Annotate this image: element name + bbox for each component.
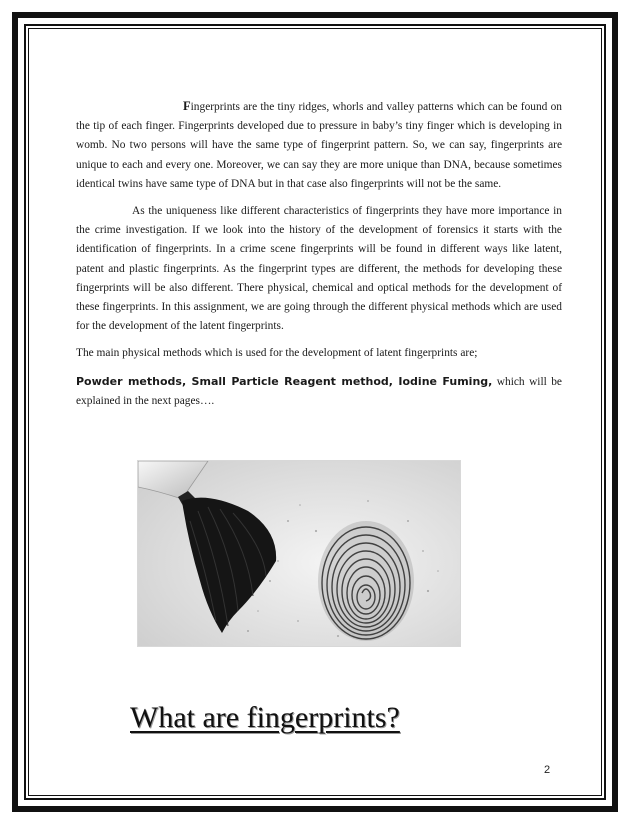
brush-fingerprint-illustration [138,461,460,646]
paragraph-methods-list [76,372,562,411]
section-heading: What are fingerprints? [130,701,400,734]
paragraph-intro-text: ingerprints are the tiny ridges, whorls and valley patterns which can be found on the tip of each finger. Fingerprints developed due to pressure in baby’s tiny finger which is developing in womb. No two persons will have the same type of fingerprint pattern. So, we can say, fingerprints are unique to each and every one. Moreover, we can say they are more unique than DNA, because sometimes identical twins have same type of DNA but in that case also fingerprints will not be the same. [76,101,562,190]
methods-list-rest: which will be explained in the next pages…. [76,375,562,407]
methods-list-bold: Powder methods, Small Particle Reagent method, Iodine Fuming, [76,374,493,388]
page-number: 2 [544,764,551,776]
paragraph-methods-intro: The main physical methods which is used for the development of latent fingerprints are; [76,347,478,360]
fingerprint-brush-photo [138,461,460,646]
body-text [76,97,562,419]
fingerprint-icon [318,521,414,641]
drop-cap: F [183,99,191,113]
paragraph-intro [76,97,562,194]
paragraph-uniqueness: As the uniqueness like different characteristics of fingerprints they have more importance in the crime investigation. If we look into the history of the development of forensics it starts with the identification of fingerprints. In a crime scene fingerprints will be found in different ways like latent, patent and plastic fingerprints. As the fingerprint types are different, the methods for developing these fingerprints will be also different. There physical, chemical and optical methods for the development of these fingerprints. In this assignment, we are going through the different physical methods which are used for the development of the latent fingerprints. [76,205,562,333]
